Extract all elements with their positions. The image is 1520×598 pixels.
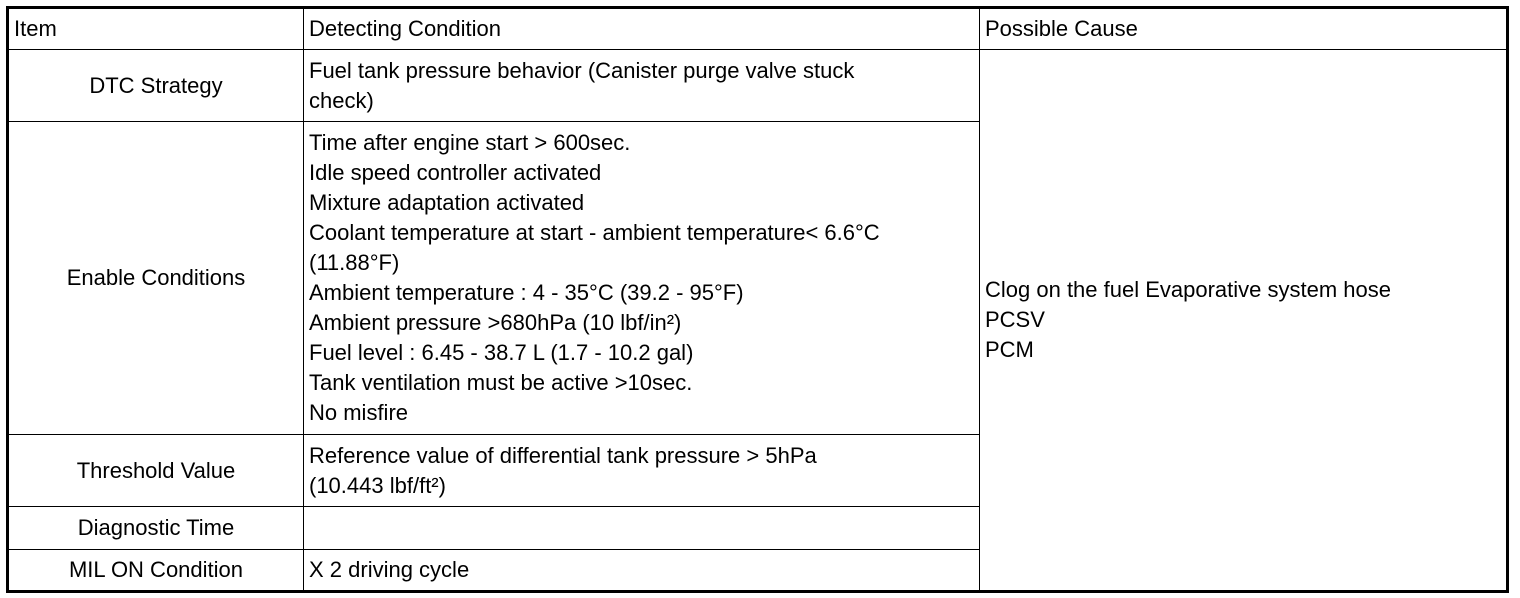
condition-line: Idle speed controller activated <box>309 160 602 185</box>
item-dtc-strategy: DTC Strategy <box>8 50 304 122</box>
header-possible-cause: Possible Cause <box>980 8 1508 50</box>
condition-line: Time after engine start > 600sec. <box>309 130 631 155</box>
item-mil-on-condition: MIL ON Condition <box>8 550 304 592</box>
header-row <box>8 8 1508 50</box>
header-item: Item <box>8 8 304 50</box>
condition-line: Reference value of differential tank pressure > 5hPa <box>309 442 817 468</box>
condition-line: Fuel tank pressure behavior (Canister purge valve stuck <box>309 57 855 83</box>
cause-line: PCSV <box>985 307 1045 332</box>
condition-threshold-value <box>304 435 980 507</box>
condition-line: X 2 driving cycle <box>309 557 470 582</box>
cause-line: PCM <box>985 337 1034 362</box>
condition-line: Coolant temperature at start - ambient temperature< 6.6°C <box>309 220 880 245</box>
condition-line: Ambient temperature : 4 - 35°C (39.2 - 95°F) <box>309 280 744 305</box>
condition-line: check) <box>309 87 374 113</box>
condition-dtc-strategy <box>304 50 980 122</box>
item-diagnostic-time: Diagnostic Time <box>8 507 304 550</box>
condition-line: No misfire <box>309 400 409 425</box>
condition-line: (10.443 lbf/ft²) <box>309 472 446 498</box>
condition-line: Mixture adaptation activated <box>309 190 585 215</box>
item-threshold-value: Threshold Value <box>8 435 304 507</box>
condition-diagnostic-time <box>304 507 980 550</box>
condition-line: Fuel level : 6.45 - 38.7 L (1.7 - 10.2 gal) <box>309 340 694 365</box>
condition-line: Tank ventilation must be active >10sec. <box>309 370 693 395</box>
condition-line: (11.88°F) <box>309 250 400 275</box>
item-enable-conditions: Enable Conditions <box>8 122 304 435</box>
condition-mil-on-condition <box>304 550 980 592</box>
dtc-table <box>6 6 1509 593</box>
condition-enable-conditions <box>304 122 980 435</box>
condition-line: Ambient pressure >680hPa (10 lbf/in²) <box>309 310 682 335</box>
possible-cause-cell <box>980 50 1508 592</box>
header-detecting-condition: Detecting Condition <box>304 8 980 50</box>
table-row <box>8 50 1508 122</box>
cause-line: Clog on the fuel Evaporative system hose <box>985 277 1392 302</box>
